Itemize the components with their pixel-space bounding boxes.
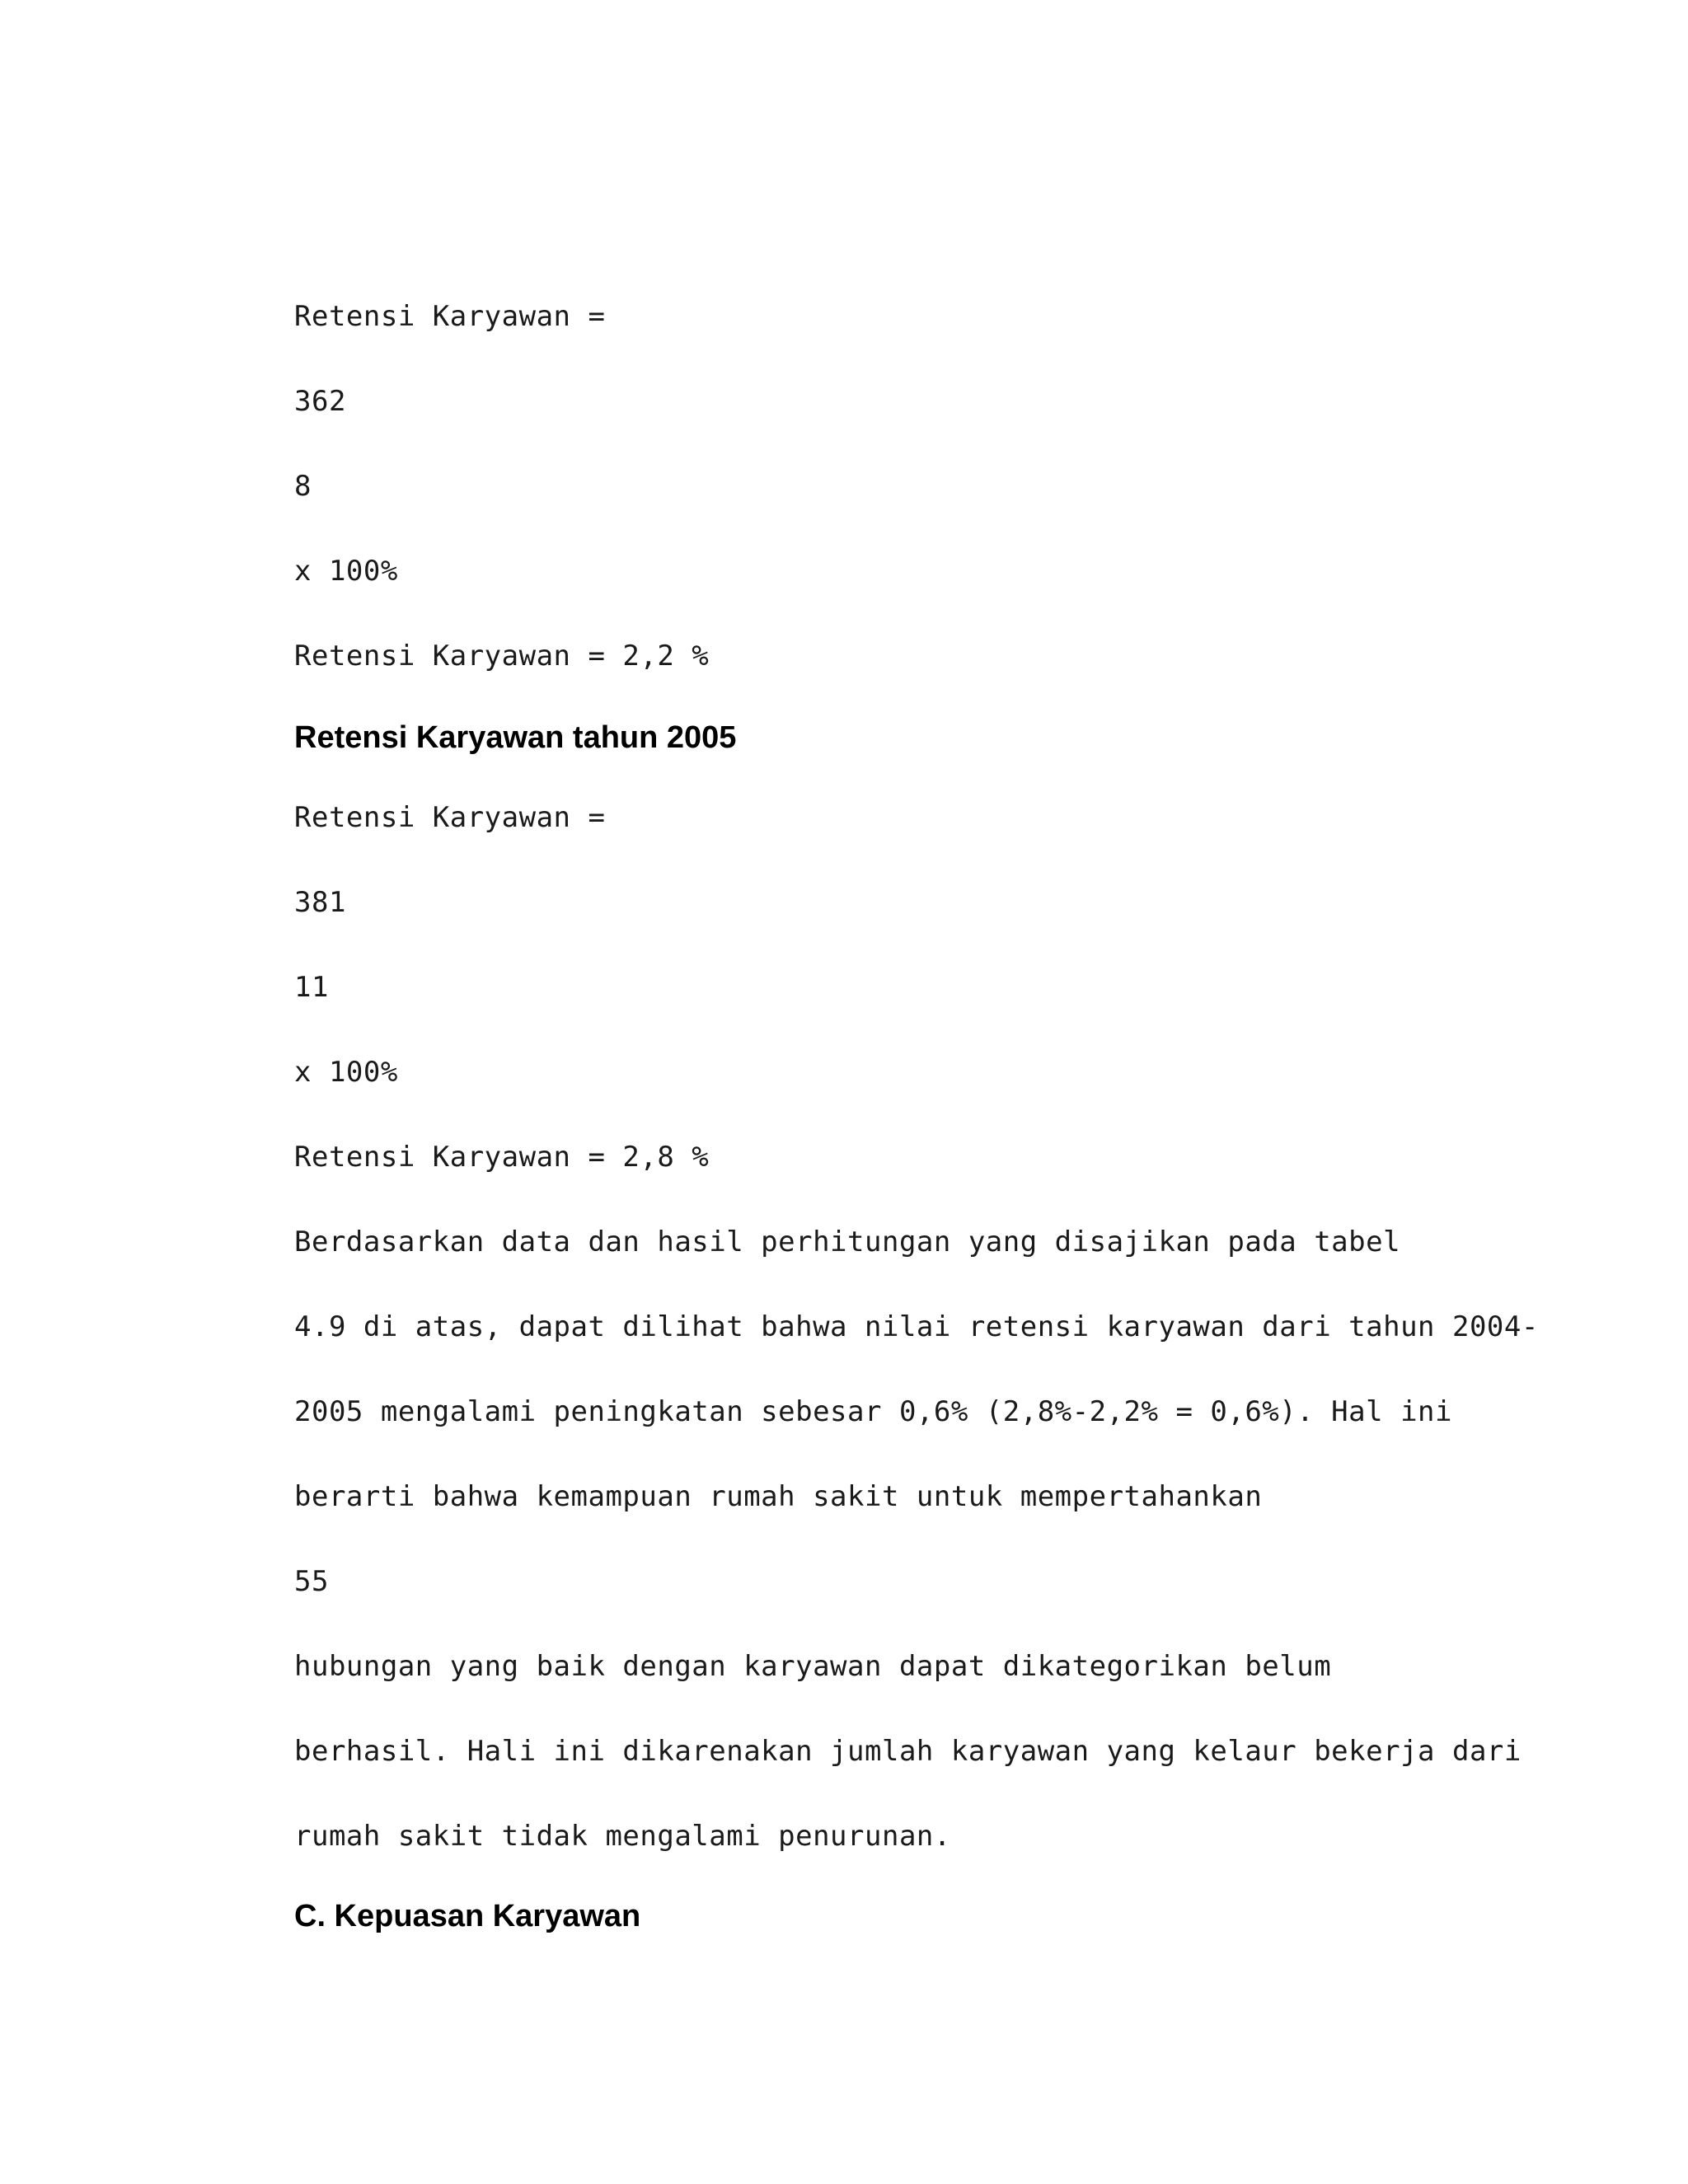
paragraph-2-line: rumah sakit tidak mengalami penurunan. bbox=[294, 1820, 951, 1853]
result-2004: Retensi Karyawan = 2,2 % bbox=[294, 640, 710, 673]
formula-label-2005: Retensi Karyawan = bbox=[294, 801, 606, 834]
paragraph-1-line: berarti bahwa kemampuan rumah sakit untuk mempertahankan bbox=[294, 1480, 1263, 1513]
paragraph-2-line: hubungan yang baik dengan karyawan dapat dikategorikan belum bbox=[294, 1650, 1332, 1683]
paragraph-2-line: berhasil. Hali ini dikarenakan jumlah karyawan yang kelaur bekerja dari bbox=[294, 1735, 1522, 1768]
multiplier-2005: x 100% bbox=[294, 1056, 398, 1089]
result-2005: Retensi Karyawan = 2,8 % bbox=[294, 1141, 710, 1174]
denominator-2005: 11 bbox=[294, 971, 329, 1004]
numerator-2004: 362 bbox=[294, 385, 346, 418]
heading-kepuasan-karyawan: C. Kepuasan Karyawan bbox=[294, 1899, 641, 1933]
paragraph-1-line: Berdasarkan data dan hasil perhitungan yang disajikan pada tabel bbox=[294, 1226, 1401, 1258]
multiplier-2004: x 100% bbox=[294, 555, 398, 588]
paragraph-1-line: 2005 mengalami peningkatan sebesar 0,6% (2,8%-2,2% = 0,6%). Hal ini bbox=[294, 1395, 1452, 1428]
denominator-2004: 8 bbox=[294, 470, 312, 503]
heading-retensi-2005: Retensi Karyawan tahun 2005 bbox=[294, 720, 737, 755]
numerator-2005: 381 bbox=[294, 886, 346, 919]
paragraph-1-line: 4.9 di atas, dapat dilihat bahwa nilai retensi karyawan dari tahun 2004- bbox=[294, 1310, 1539, 1343]
page-number: 55 bbox=[294, 1565, 329, 1598]
formula-label-2004: Retensi Karyawan = bbox=[294, 300, 606, 333]
